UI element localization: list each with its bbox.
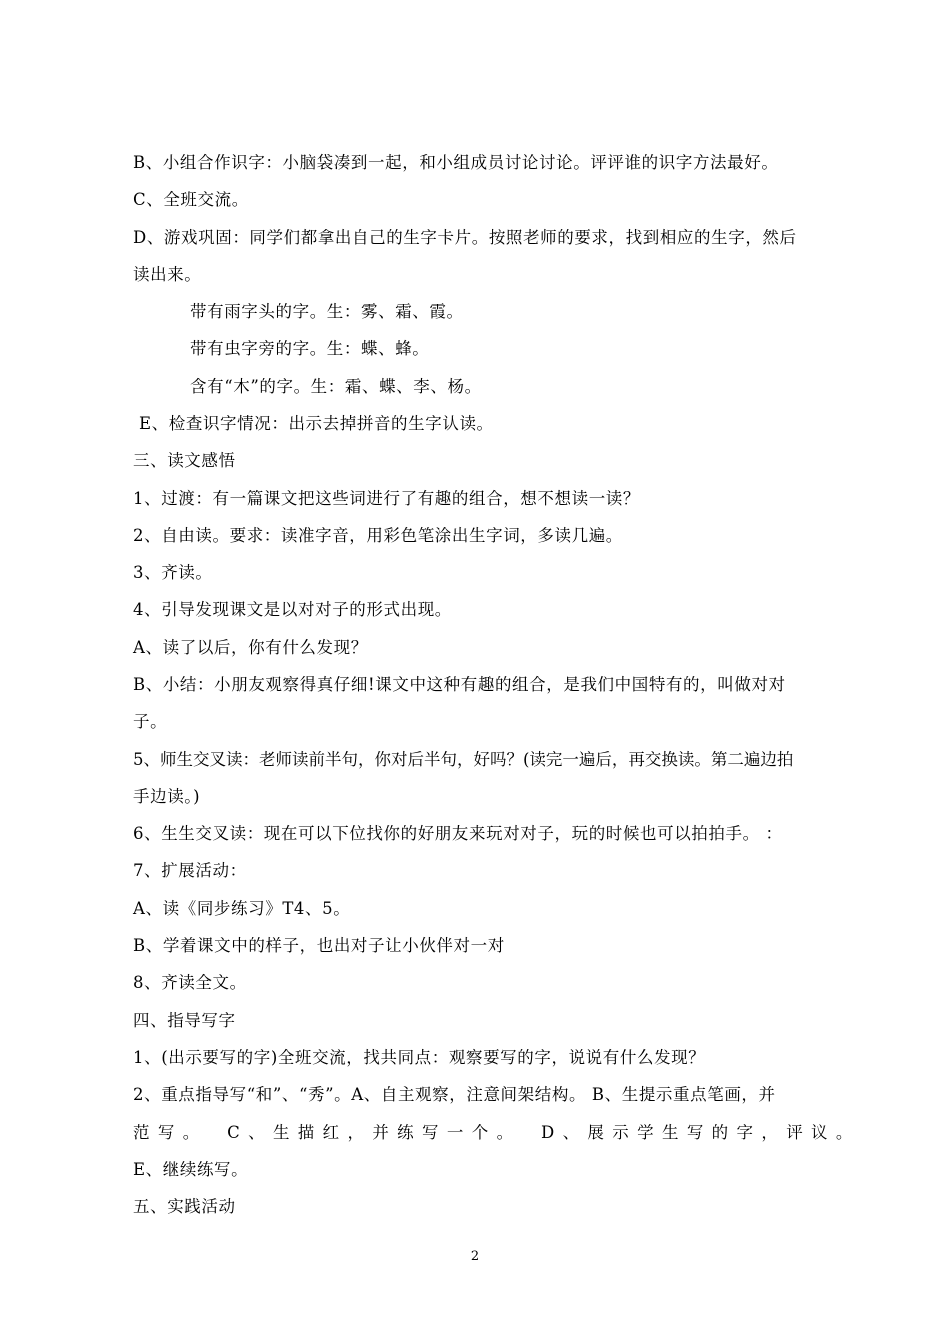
text-line: 4、引导发现课文是以对对子的形式出现。 <box>133 600 452 619</box>
text-line: B、小结：小朋友观察得真仔细!课文中这种有趣的组合，是我们中国特有的，叫做对对 <box>133 675 786 694</box>
text-line: C、全班交流。 <box>133 190 249 209</box>
section-heading: 五、实践活动 <box>133 1197 236 1216</box>
text-line: 7、扩展活动： <box>133 861 247 880</box>
text-line: E、继续练写。 <box>133 1160 249 1179</box>
text-line: 2、自由读。要求：读准字音，用彩色笔涂出生字词，多读几遍。 <box>133 526 623 545</box>
text-line: D、游戏巩固：同学们都拿出自己的生字卡片。按照老师的要求，找到相应的生字，然后 <box>133 228 797 247</box>
section-heading: 三、读文感悟 <box>133 451 236 470</box>
text-line: 1、(出示要写的字)全班交流，找共同点：观察要写的字，说说有什么发现？ <box>133 1048 706 1067</box>
text-line: 5、师生交叉读：老师读前半句，你对后半句，好吗？(读完一遍后，再交换读。第二遍边拍 <box>133 750 794 769</box>
text-line: A、读了以后，你有什么发现？ <box>133 638 368 657</box>
text-line: B、小组合作识字：小脑袋凑到一起，和小组成员讨论讨论。评评谁的识字方法最好。 <box>133 153 779 172</box>
text-line: 6、生生交叉读：现在可以下位找你的好朋友来玩对对子，玩的时候也可以拍拍手。 ： <box>133 824 783 843</box>
text-line: 手边读。) <box>133 787 201 806</box>
text-line: 3、齐读。 <box>133 563 213 582</box>
text-line: 2、重点指导写“和”、“秀”。A、自主观察，注意间架结构。 B、生提示重点笔画，并 <box>133 1085 776 1104</box>
text-line: 含有“木”的字。生：霜、蝶、李、杨。 <box>190 377 482 396</box>
text-line: 1、过渡：有一篇课文把这些词进行了有趣的组合，想不想读一读？ <box>133 489 640 508</box>
page-number: 2 <box>470 1249 480 1264</box>
text-line: 带有雨字头的字。生：雾、霜、霞。 <box>190 302 464 321</box>
text-line: 带有虫字旁的字。生：蝶、蜂。 <box>190 339 430 358</box>
text-line: 读出来。 <box>133 265 202 284</box>
text-line: A、读《同步练习》T4、5。 <box>133 899 351 918</box>
text-line: 子。 <box>133 712 168 731</box>
text-line: E、检查识字情况：出示去掉拼音的生字认读。 <box>139 414 494 433</box>
text-line: 8、齐读全文。 <box>133 973 247 992</box>
text-line: 范写。 C、生描红，并练写一个。 D、展示学生写的字，评议。 <box>133 1123 853 1142</box>
section-heading: 四、指导写字 <box>133 1011 236 1030</box>
text-line: B、学着课文中的样子，也出对子让小伙伴对一对 <box>133 936 505 955</box>
